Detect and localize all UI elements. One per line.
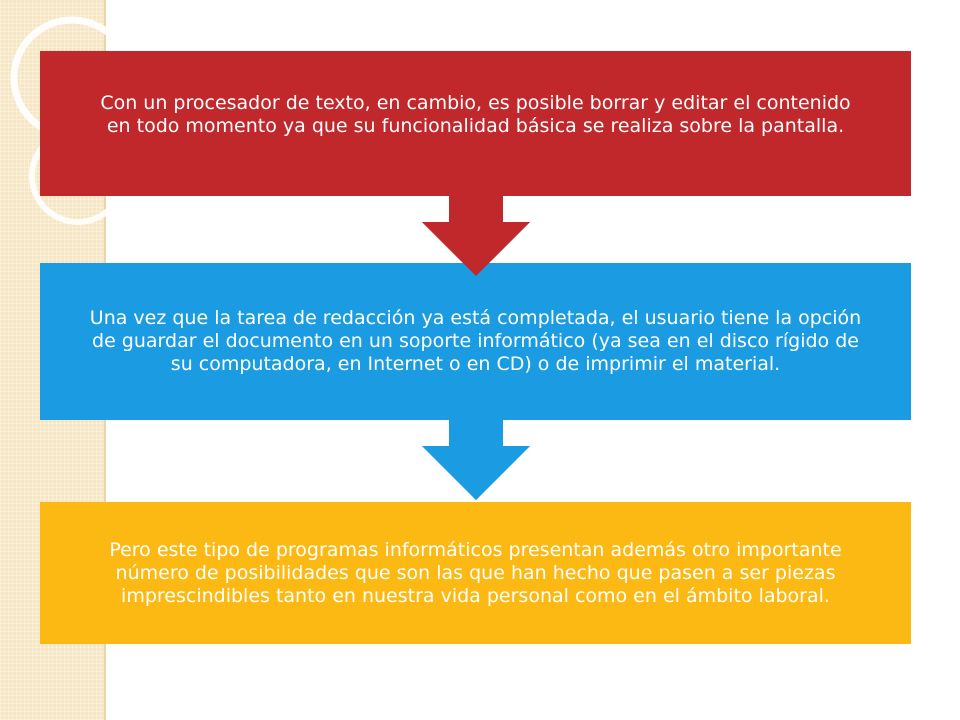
arrow-blue-down-icon	[422, 419, 530, 500]
step-box-1	[40, 51, 911, 196]
step-2-text: Una vez que la tarea de redacción ya está completada, el usuario tiene la opción de guardar el documento en un soporte informático (ya sea en el disco rígido de su computadora, en Internet o en CD) o de imprimir el material.	[89, 307, 862, 375]
step-1-text: Con un procesador de texto, en cambio, es posible borrar y editar el contenido en todo momento ya que su funcionalidad básica se realiza sobre la pantalla.	[100, 91, 851, 137]
step-3-text: Pero este tipo de programas informáticos presentan además otro importante número de posibilidades que son las que han hecho que pasen a ser piezas imprescindibles tanto en nuestra vida personal como en el ámbito laboral.	[109, 538, 842, 607]
step-box-3	[40, 502, 911, 644]
step-box-2	[40, 263, 911, 420]
